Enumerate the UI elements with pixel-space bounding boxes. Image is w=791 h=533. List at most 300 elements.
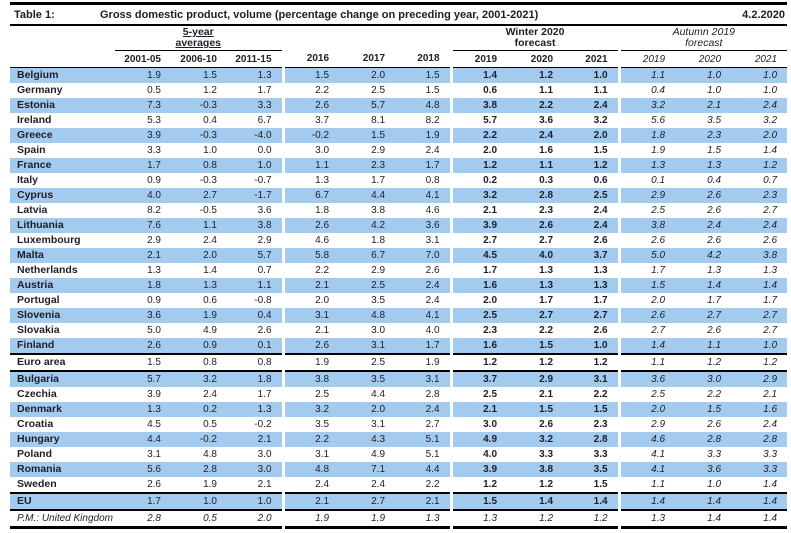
value-cell: 2.8 bbox=[563, 432, 619, 447]
value-cell: 2.0 bbox=[563, 128, 619, 143]
value-cell: 0.2 bbox=[171, 402, 227, 417]
value-cell: 3.2 bbox=[283, 402, 339, 417]
value-cell: 3.6 bbox=[619, 371, 675, 387]
value-cell: 1.1 bbox=[619, 477, 675, 493]
value-cell: 1.3 bbox=[451, 510, 507, 528]
value-cell: 1.9 bbox=[115, 68, 171, 84]
value-cell: 1.7 bbox=[539, 295, 554, 306]
value-cell: 1.1 bbox=[507, 158, 563, 173]
value-cell: 3.5 bbox=[371, 295, 386, 306]
value-cell: 2.7 bbox=[619, 323, 675, 338]
value-cell: 4.4 bbox=[115, 432, 171, 447]
table-title: Gross domestic product, volume (percentage change on preceding year, 2001-2021) bbox=[100, 9, 539, 21]
row-label: Latvia bbox=[17, 204, 48, 216]
value-cell: 2.3 bbox=[731, 188, 787, 203]
value-cell: 2.8 bbox=[675, 432, 731, 447]
row-label: Austria bbox=[10, 278, 115, 293]
value-cell: 1.5 bbox=[451, 493, 507, 510]
value-cell: 1.2 bbox=[539, 479, 554, 490]
value-cell: 3.2 bbox=[451, 188, 507, 203]
value-cell: 5.1 bbox=[395, 432, 451, 447]
value-cell: 3.3 bbox=[731, 462, 787, 477]
value-cell: 2.1 bbox=[451, 402, 507, 417]
value-cell: 2.7 bbox=[763, 325, 778, 336]
value-cell: 2.6 bbox=[115, 338, 171, 354]
value-cell: 3.1 bbox=[425, 235, 440, 246]
value-cell: 3.1 bbox=[147, 449, 161, 460]
value-cell: 4.1 bbox=[395, 188, 451, 203]
value-cell: 7.1 bbox=[339, 462, 395, 477]
value-cell: 1.4 bbox=[763, 145, 778, 156]
value-cell: 0.4 bbox=[707, 175, 722, 186]
value-cell: 2.9 bbox=[257, 235, 272, 246]
row-label: Greece bbox=[10, 128, 115, 143]
value-cell: 1.5 bbox=[675, 402, 731, 417]
value-cell: 4.8 bbox=[395, 98, 451, 113]
value-cell: 2.7 bbox=[731, 308, 787, 323]
group-autumn-forecast bbox=[619, 26, 787, 51]
value-cell: -0.2 bbox=[254, 419, 272, 430]
col-autumn-2021: 2021 bbox=[731, 51, 787, 68]
value-cell: 1.8 bbox=[619, 128, 675, 143]
value-cell: 3.8 bbox=[227, 218, 283, 233]
value-cell: 1.9 bbox=[395, 354, 451, 371]
row-label: Bulgaria bbox=[10, 371, 115, 387]
value-cell: 2.1 bbox=[227, 432, 283, 447]
value-cell: 1.0 bbox=[707, 85, 722, 96]
value-cell: 0.1 bbox=[619, 173, 675, 188]
value-cell: 2.6 bbox=[619, 233, 675, 248]
row-label: Italy bbox=[17, 174, 39, 186]
value-cell: 2.0 bbox=[339, 402, 395, 417]
value-cell: 2.4 bbox=[425, 145, 440, 156]
value-cell: 1.3 bbox=[619, 510, 675, 528]
value-cell: 2.7 bbox=[539, 235, 554, 246]
value-cell: 1.4 bbox=[675, 278, 731, 293]
value-cell: 2.4 bbox=[675, 218, 731, 233]
value-cell: 1.7 bbox=[257, 389, 272, 400]
row-label: France bbox=[10, 158, 115, 173]
value-cell: 0.9 bbox=[147, 175, 161, 186]
value-cell: 2.3 bbox=[593, 419, 608, 430]
value-cell: 5.1 bbox=[425, 449, 440, 460]
value-cell: 3.5 bbox=[707, 115, 722, 126]
value-cell: 2.1 bbox=[283, 278, 339, 293]
value-cell: 2.6 bbox=[593, 235, 608, 246]
row-label: Slovakia bbox=[17, 324, 60, 336]
table-row bbox=[10, 83, 787, 98]
value-cell: 2.5 bbox=[339, 354, 395, 371]
value-cell: 2.4 bbox=[425, 295, 440, 306]
value-cell: 0.0 bbox=[257, 145, 272, 156]
table-row bbox=[10, 113, 787, 128]
value-cell: 1.7 bbox=[395, 158, 451, 173]
row-label: Netherlands bbox=[17, 264, 78, 276]
value-cell: 3.0 bbox=[227, 462, 283, 477]
value-cell: 1.5 bbox=[707, 145, 722, 156]
table-row bbox=[10, 493, 787, 510]
value-cell: 2.7 bbox=[425, 419, 440, 430]
value-cell: 1.5 bbox=[563, 402, 619, 417]
value-cell: -0.3 bbox=[199, 175, 217, 186]
row-label: Estonia bbox=[10, 98, 115, 113]
row-label: Finland bbox=[10, 338, 115, 354]
value-cell: 3.8 bbox=[507, 462, 563, 477]
value-cell: -0.3 bbox=[171, 98, 227, 113]
value-cell: 2.1 bbox=[283, 323, 339, 338]
value-cell: 2.7 bbox=[507, 308, 563, 323]
col-2011-15: 2011-15 bbox=[227, 51, 283, 68]
table-row bbox=[10, 447, 787, 462]
row-label: Sweden bbox=[17, 478, 57, 490]
value-cell: 2.6 bbox=[147, 479, 161, 490]
value-cell: 2.6 bbox=[507, 218, 563, 233]
value-cell: 1.1 bbox=[227, 278, 283, 293]
value-cell: 2.4 bbox=[395, 402, 451, 417]
value-cell: 1.3 bbox=[227, 68, 283, 84]
value-cell: 2.3 bbox=[675, 128, 731, 143]
value-cell: 1.4 bbox=[563, 493, 619, 510]
value-cell: 3.6 bbox=[395, 218, 451, 233]
value-cell: 1.3 bbox=[619, 158, 675, 173]
value-cell: 1.0 bbox=[203, 145, 217, 156]
table-row bbox=[10, 248, 787, 263]
value-cell: -0.3 bbox=[171, 128, 227, 143]
value-cell: 2.9 bbox=[619, 417, 675, 432]
value-cell: 2.7 bbox=[171, 188, 227, 203]
value-cell: 2.2 bbox=[507, 98, 563, 113]
value-cell: 1.3 bbox=[395, 510, 451, 528]
value-cell: 0.8 bbox=[171, 354, 227, 371]
value-cell: -0.2 bbox=[171, 432, 227, 447]
col-2018: 2018 bbox=[395, 51, 451, 68]
value-cell: 7.3 bbox=[115, 98, 171, 113]
value-cell: 2.8 bbox=[507, 188, 563, 203]
table-row bbox=[10, 338, 787, 354]
value-cell: 3.8 bbox=[619, 218, 675, 233]
table-row bbox=[10, 417, 787, 432]
value-cell: 2.9 bbox=[371, 265, 386, 276]
value-cell: 1.2 bbox=[507, 68, 563, 84]
value-cell: 4.8 bbox=[339, 308, 395, 323]
value-cell: 1.2 bbox=[563, 510, 619, 528]
value-cell: 2.6 bbox=[283, 98, 339, 113]
value-cell: 3.8 bbox=[283, 371, 339, 387]
value-cell: -0.2 bbox=[283, 128, 339, 143]
value-cell: 5.7 bbox=[115, 371, 171, 387]
value-cell: 2.0 bbox=[227, 510, 283, 528]
row-label: EU bbox=[10, 493, 115, 510]
winter-label-line2: forecast bbox=[514, 37, 556, 49]
row-label: Malta bbox=[10, 248, 115, 263]
value-cell: 5.7 bbox=[339, 98, 395, 113]
value-cell: 1.2 bbox=[731, 354, 787, 371]
value-cell: 1.0 bbox=[563, 68, 619, 84]
value-cell: 2.1 bbox=[539, 389, 554, 400]
value-cell: 1.4 bbox=[763, 479, 778, 490]
value-cell: 1.3 bbox=[227, 402, 283, 417]
table-row bbox=[10, 98, 787, 113]
value-cell: 2.8 bbox=[731, 432, 787, 447]
value-cell: 3.3 bbox=[539, 449, 554, 460]
value-cell: 4.5 bbox=[451, 248, 507, 263]
value-cell: 1.5 bbox=[395, 68, 451, 84]
table-row bbox=[10, 462, 787, 477]
value-cell: 1.0 bbox=[731, 68, 787, 84]
value-cell: 1.6 bbox=[451, 278, 507, 293]
table-row bbox=[10, 68, 787, 84]
value-cell: 2.9 bbox=[147, 235, 161, 246]
value-cell: 2.7 bbox=[675, 308, 731, 323]
value-cell: 5.6 bbox=[619, 113, 675, 128]
value-cell: 2.0 bbox=[171, 248, 227, 263]
value-cell: 2.8 bbox=[425, 389, 440, 400]
value-cell: 4.9 bbox=[203, 325, 217, 336]
value-cell: 4.6 bbox=[619, 432, 675, 447]
value-cell: 1.7 bbox=[451, 263, 507, 278]
table-row bbox=[10, 402, 787, 417]
value-cell: 2.6 bbox=[675, 188, 731, 203]
value-cell: 1.9 bbox=[283, 354, 339, 371]
col-2001-05: 2001-05 bbox=[115, 51, 171, 68]
value-cell: 2.5 bbox=[283, 387, 339, 402]
value-cell: 4.0 bbox=[451, 447, 507, 462]
value-cell: 1.2 bbox=[507, 510, 563, 528]
value-cell: 2.1 bbox=[115, 248, 171, 263]
row-label: Hungary bbox=[10, 432, 115, 447]
row-label: P.M.: United Kingdom bbox=[10, 510, 115, 528]
table-row bbox=[10, 158, 787, 173]
value-cell: 2.4 bbox=[593, 205, 608, 216]
table-row bbox=[10, 387, 787, 402]
value-cell: 1.6 bbox=[451, 338, 507, 354]
value-cell: 2.2 bbox=[283, 263, 339, 278]
value-cell: 1.4 bbox=[451, 68, 507, 84]
value-cell: 0.5 bbox=[203, 419, 217, 430]
value-cell: 1.8 bbox=[227, 371, 283, 387]
row-label: Ireland bbox=[17, 114, 52, 126]
value-cell: 3.2 bbox=[619, 98, 675, 113]
value-cell: 2.0 bbox=[731, 128, 787, 143]
value-cell: 2.1 bbox=[675, 98, 731, 113]
value-cell: 2.2 bbox=[707, 389, 722, 400]
value-cell: 0.8 bbox=[227, 354, 283, 371]
value-cell: 1.0 bbox=[171, 493, 227, 510]
value-cell: 1.2 bbox=[563, 354, 619, 371]
value-cell: 1.9 bbox=[171, 308, 227, 323]
value-cell: -1.7 bbox=[227, 188, 283, 203]
value-cell: 2.4 bbox=[203, 235, 217, 246]
table-row bbox=[10, 188, 787, 203]
table-label: Table 1: bbox=[14, 9, 55, 21]
value-cell: 3.0 bbox=[451, 417, 507, 432]
value-cell: 2.4 bbox=[731, 98, 787, 113]
value-cell: 0.1 bbox=[227, 338, 283, 354]
value-cell: 3.1 bbox=[283, 308, 339, 323]
value-cell: 5.8 bbox=[283, 248, 339, 263]
value-cell: 1.9 bbox=[203, 479, 217, 490]
value-cell: 4.0 bbox=[115, 188, 171, 203]
value-cell: 8.2 bbox=[147, 205, 161, 216]
value-cell: 1.3 bbox=[507, 278, 563, 293]
row-label: Euro area bbox=[10, 354, 115, 371]
value-cell: 1.5 bbox=[339, 128, 395, 143]
value-cell: 3.1 bbox=[283, 447, 339, 462]
value-cell: 2.4 bbox=[395, 278, 451, 293]
value-cell: 3.2 bbox=[763, 115, 778, 126]
value-cell: 0.9 bbox=[171, 338, 227, 354]
value-cell: 2.6 bbox=[283, 338, 339, 354]
value-cell: 8.1 bbox=[371, 115, 386, 126]
value-cell: 2.8 bbox=[115, 510, 171, 528]
value-cell: 1.7 bbox=[115, 493, 171, 510]
value-cell: 3.0 bbox=[283, 143, 339, 158]
value-cell: 2.5 bbox=[451, 308, 507, 323]
table-row bbox=[10, 128, 787, 143]
value-cell: 5.0 bbox=[619, 248, 675, 263]
value-cell: 2.4 bbox=[563, 218, 619, 233]
value-cell: 1.1 bbox=[619, 68, 675, 84]
value-cell: 4.2 bbox=[675, 248, 731, 263]
value-cell: 2.8 bbox=[171, 462, 227, 477]
value-cell: 2.5 bbox=[371, 85, 386, 96]
value-cell: 1.2 bbox=[451, 477, 507, 493]
value-cell: 2.7 bbox=[763, 205, 778, 216]
value-cell: 2.0 bbox=[451, 143, 507, 158]
table-row bbox=[10, 323, 787, 338]
value-cell: 2.7 bbox=[451, 233, 507, 248]
value-cell: 0.5 bbox=[171, 510, 227, 528]
table-row bbox=[10, 263, 787, 278]
value-cell: 2.2 bbox=[539, 325, 554, 336]
value-cell: 0.7 bbox=[257, 265, 272, 276]
value-cell: 1.5 bbox=[593, 145, 608, 156]
value-cell: 3.1 bbox=[339, 338, 395, 354]
group-header-row bbox=[10, 26, 787, 51]
value-cell: 2.6 bbox=[283, 218, 339, 233]
value-cell: 3.3 bbox=[593, 449, 608, 460]
value-cell: 2.6 bbox=[707, 205, 722, 216]
value-cell: 1.5 bbox=[507, 338, 563, 354]
value-cell: 2.1 bbox=[257, 479, 272, 490]
value-cell: 4.1 bbox=[395, 308, 451, 323]
value-cell: 1.0 bbox=[563, 338, 619, 354]
value-cell: 2.9 bbox=[731, 371, 787, 387]
value-cell: 1.0 bbox=[731, 338, 787, 354]
value-cell: 1.6 bbox=[731, 402, 787, 417]
value-cell: 2.7 bbox=[563, 308, 619, 323]
corner-cell bbox=[10, 26, 115, 51]
col-2017: 2017 bbox=[339, 51, 395, 68]
group-winter-forecast bbox=[451, 26, 619, 51]
value-cell: 1.2 bbox=[451, 158, 507, 173]
value-cell: 1.3 bbox=[115, 402, 171, 417]
value-cell: 1.1 bbox=[171, 218, 227, 233]
value-cell: 4.0 bbox=[425, 325, 440, 336]
value-cell: 1.4 bbox=[731, 278, 787, 293]
value-cell: 3.2 bbox=[507, 432, 563, 447]
value-cell: 6.7 bbox=[339, 248, 395, 263]
value-cell: 3.5 bbox=[563, 462, 619, 477]
value-cell: 1.3 bbox=[593, 265, 608, 276]
value-cell: 3.3 bbox=[763, 449, 778, 460]
value-cell: 1.4 bbox=[619, 493, 675, 510]
value-cell: 3.9 bbox=[451, 218, 507, 233]
table-row bbox=[10, 203, 787, 218]
value-cell: 1.9 bbox=[339, 510, 395, 528]
value-cell: 2.6 bbox=[707, 419, 722, 430]
value-cell: 1.1 bbox=[619, 354, 675, 371]
country-column-header bbox=[10, 51, 115, 68]
value-cell: 0.9 bbox=[147, 295, 161, 306]
value-cell: 4.8 bbox=[203, 449, 217, 460]
value-cell: 1.4 bbox=[675, 510, 731, 528]
value-cell: 0.8 bbox=[171, 158, 227, 173]
value-cell: 1.3 bbox=[763, 265, 778, 276]
value-cell: 1.7 bbox=[395, 338, 451, 354]
value-cell: 2.3 bbox=[539, 205, 554, 216]
value-cell: 2.4 bbox=[371, 479, 386, 490]
value-cell: 1.3 bbox=[171, 278, 227, 293]
value-cell: 1.7 bbox=[115, 158, 171, 173]
autumn-label-line2: forecast bbox=[685, 37, 723, 49]
value-cell: 1.2 bbox=[675, 354, 731, 371]
value-cell: 3.6 bbox=[539, 115, 554, 126]
value-cell: 1.4 bbox=[731, 510, 787, 528]
value-cell: 3.8 bbox=[731, 248, 787, 263]
value-cell: 2.4 bbox=[203, 389, 217, 400]
value-cell: 1.2 bbox=[563, 158, 619, 173]
value-cell: 1.1 bbox=[675, 338, 731, 354]
value-cell: 5.3 bbox=[147, 115, 161, 126]
value-cell: 0.3 bbox=[539, 175, 554, 186]
value-cell: 3.0 bbox=[257, 449, 272, 460]
value-cell: 2.3 bbox=[451, 323, 507, 338]
value-cell: 3.5 bbox=[339, 371, 395, 387]
value-cell: 1.3 bbox=[675, 158, 731, 173]
value-cell: 2.5 bbox=[619, 387, 675, 402]
value-cell: 2.0 bbox=[619, 293, 675, 308]
value-cell: 3.2 bbox=[171, 371, 227, 387]
value-cell: 1.5 bbox=[593, 479, 608, 490]
col-autumn-2020: 2020 bbox=[675, 51, 731, 68]
table-row bbox=[10, 293, 787, 308]
table-row bbox=[10, 173, 787, 188]
value-cell: 2.0 bbox=[283, 293, 339, 308]
value-cell: 8.2 bbox=[425, 115, 440, 126]
col-2006-10: 2006-10 bbox=[171, 51, 227, 68]
value-cell: 2.0 bbox=[339, 68, 395, 84]
value-cell: 0.2 bbox=[451, 173, 507, 188]
value-cell: 2.1 bbox=[283, 493, 339, 510]
value-cell: 1.7 bbox=[707, 295, 722, 306]
value-cell: 2.5 bbox=[619, 203, 675, 218]
value-cell: 3.0 bbox=[675, 371, 731, 387]
autumn-label-line1: Autumn 2019 bbox=[672, 26, 736, 38]
value-cell: 3.1 bbox=[395, 371, 451, 387]
year-header-row bbox=[10, 51, 787, 68]
value-cell: 2.4 bbox=[507, 128, 563, 143]
value-cell: 1.3 bbox=[707, 265, 722, 276]
table-row bbox=[10, 278, 787, 293]
value-cell: 3.7 bbox=[563, 248, 619, 263]
row-label: Slovenia bbox=[10, 308, 115, 323]
value-cell: 1.1 bbox=[593, 85, 608, 96]
value-cell: 5.6 bbox=[115, 462, 171, 477]
value-cell: 1.3 bbox=[283, 173, 339, 188]
value-cell: 3.3 bbox=[227, 98, 283, 113]
value-cell: 3.8 bbox=[371, 205, 386, 216]
